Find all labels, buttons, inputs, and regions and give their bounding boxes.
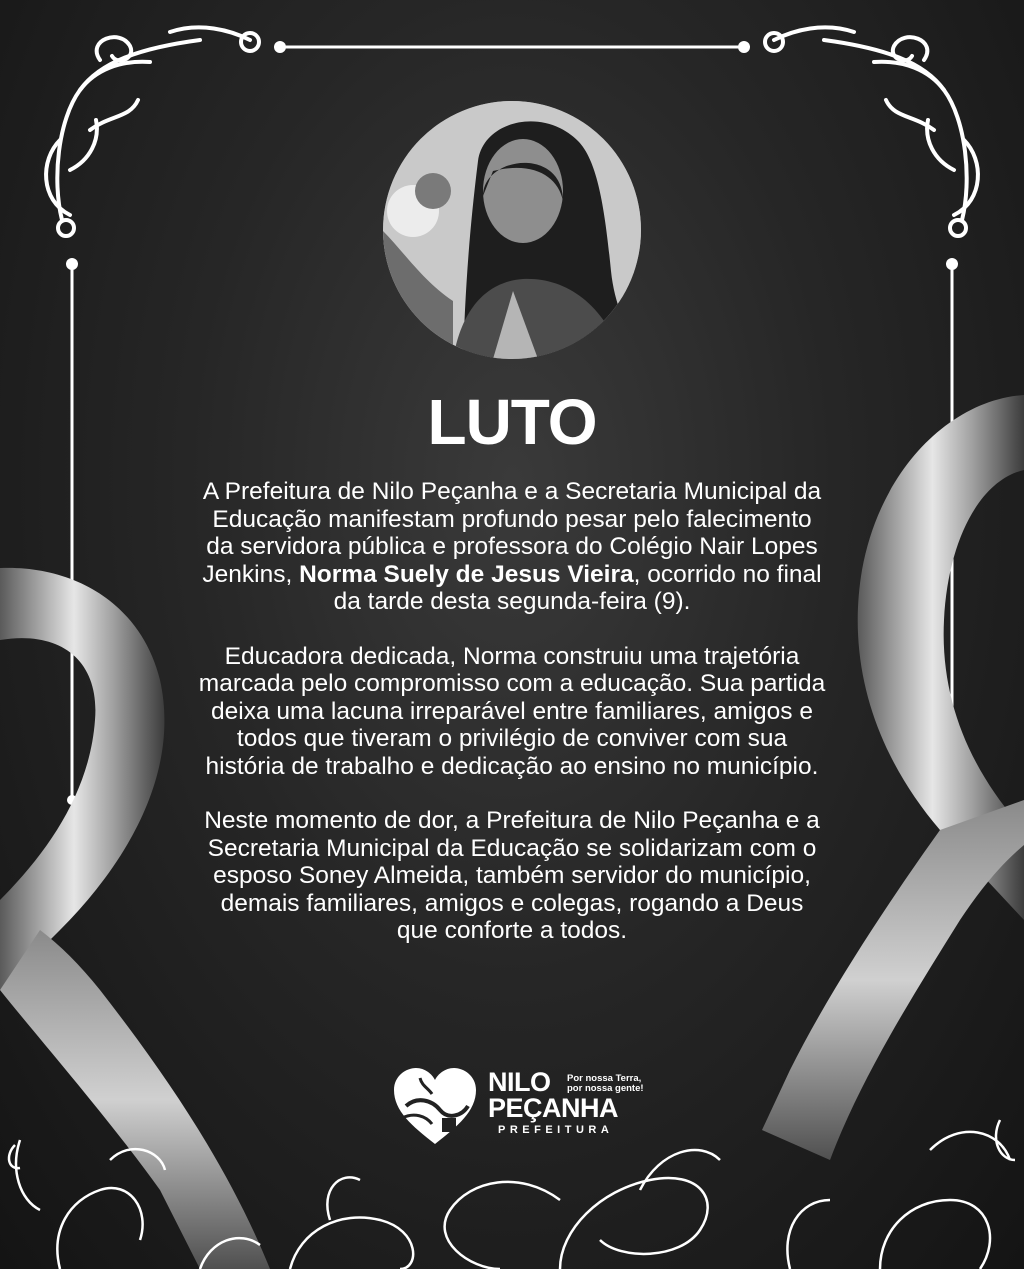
- logo-subtitle: PREFEITURA: [498, 1124, 614, 1136]
- page-title: LUTO: [427, 386, 597, 458]
- paragraph-1-start: A Prefeitura de Nilo Peçanha e a Secretaria Municipal da Educação manifestam profundo pesar pelo falecimento da servidora pública e professora do Colégio Nair Lopes Jenkins,: [202, 478, 822, 588]
- prefeitura-logo: [392, 1066, 652, 1146]
- logo-name-line2: PEÇANHA: [488, 1093, 619, 1123]
- logo-name-line1: NILO: [488, 1067, 551, 1097]
- portrait-photo: [383, 101, 641, 359]
- logo-slogan-line2: por nossa gente!: [567, 1083, 644, 1094]
- paragraph-1-end: , ocorrido no final da tarde desta segunda-feira (9).: [333, 560, 822, 615]
- paragraph-3: Neste momento de dor, a Prefeitura de Nilo Peçanha e a Secretaria Municipal da Educação se solidarizam com o esposo Soney Almeida, também servidor do município, demais familiares, amigos e colegas, rogando a Deus que conforte a todos.: [204, 807, 820, 944]
- heart-logo-icon: [392, 1066, 478, 1146]
- logo-slogan: [567, 1074, 657, 1094]
- deceased-name: Norma Suely de Jesus Vieira: [299, 560, 634, 588]
- paragraph-1: [198, 478, 826, 616]
- person-silhouette: [383, 101, 641, 359]
- paragraph-2: Educadora dedicada, Norma construiu uma trajetória marcada pelo compromisso com a educação. Sua partida deixa uma lacuna irreparável entre familiares, amigos e todos que tiveram o privilégio de conviver com sua história de trabalho e dedicação ao ensino no município.: [198, 642, 826, 780]
- announcement-text: [198, 478, 826, 972]
- logo-slogan-line1: Por nossa Terra,: [567, 1073, 642, 1084]
